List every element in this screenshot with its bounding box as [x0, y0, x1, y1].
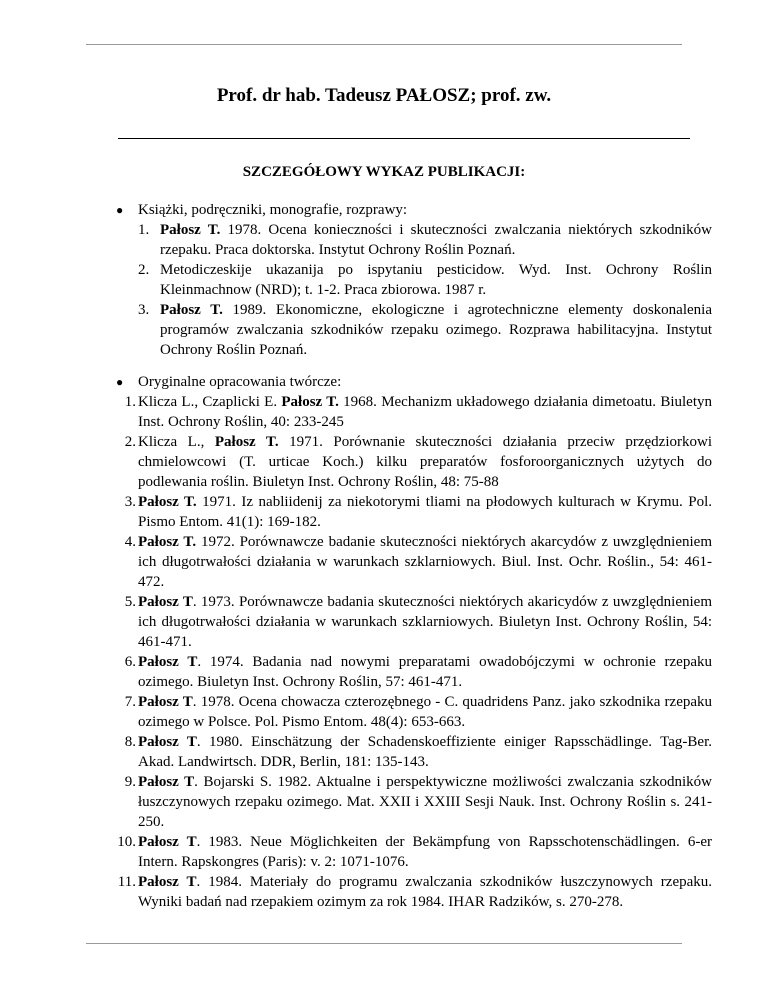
- item-text: 1978. Ocena konieczności i skuteczności zwalczania niektórych szkodników rzepaku. Praca doktorska. Instytut Ochrony Roślin Poznań.: [160, 222, 713, 258]
- item-number: 1.: [124, 394, 136, 410]
- list-item: [114, 692, 712, 732]
- list-item: [114, 772, 712, 832]
- item-author: Pałosz T: [138, 734, 197, 750]
- item-text: . 1974. Badania nad nowymi preparatami owadobójczymi w ochronie rzepaku ozimego. Biuletyn Inst. Ochrony Roślin, 57: 461-471.: [138, 654, 712, 690]
- list-item: [114, 732, 712, 772]
- item-text: 1972. Porównawcze badanie skuteczności niektórych akarcydów z uwzględnieniem ich długotrwałości działania w warunkach szklarniowych. Biul. Inst. Ochr. Roślin., 54: 461-472.: [138, 534, 712, 590]
- item-number: 10.: [117, 834, 136, 850]
- bullet-icon: ●: [116, 375, 124, 389]
- books-heading: Książki, podręczniki, monografie, rozprawy:: [138, 202, 408, 218]
- item-text: 1971. Iz nabliidenij za niekotorymi tliami na płodowych kulturach w Krymu. Pol. Pismo Entom. 41(1): 169-182.: [138, 494, 712, 530]
- item-text: 1971. Porównanie skuteczności działania przeciw przędziorkowi chmielowcowi (T. urticae Koch.) kilku preparatów fosforoorganicznych użytych do podlewania roślin. Biuletyn Inst. Ochrony Roślin, 48: 75-88: [138, 434, 712, 490]
- item-number: 8.: [124, 734, 136, 750]
- bottom-divider: [86, 943, 682, 944]
- page-title: Prof. dr hab. Tadeusz PAŁOSZ; prof. zw.: [216, 85, 552, 106]
- item-text: 1989. Ekonomiczne, ekologiczne i agrotechniczne elementy doskonalenia programów zwalczania szkodników rzepaku ozimego. Rozprawa habilitacyjna. Instytut Ochrony Roślin Poznań.: [160, 302, 712, 358]
- item-number: 3.: [124, 494, 136, 510]
- original-section: [114, 372, 712, 912]
- item-number: 9.: [124, 774, 136, 790]
- item-author: Pałosz T.: [281, 394, 339, 410]
- item-author: Pałosz T.: [160, 222, 221, 238]
- list-item: [114, 872, 712, 912]
- item-text: Metodiczeskije ukazanija po ispytaniu pesticidow. Wyd. Inst. Ochrony Roślin Kleinmachnow (NRD); t. 1-2. Praca zbiorowa. 1987 r.: [160, 262, 712, 298]
- item-text: . 1984. Materiały do programu zwalczania szkodników łuszczynowych rzepaku. Wyniki badań nad rzepakiem ozimym za rok 1984. IHAR Radzików, s. 270-278.: [138, 874, 713, 910]
- list-item: [114, 592, 712, 652]
- item-number: 6.: [124, 654, 136, 670]
- item-author: Pałosz T.: [160, 302, 223, 318]
- list-item: [114, 260, 712, 300]
- item-author: Pałosz T.: [138, 534, 197, 550]
- item-text: 1968. Mechanizm układowego działania dimetoatu. Biuletyn Inst. Ochrony Roślin, 40: 233-245: [138, 394, 713, 430]
- item-text: . 1978. Ocena chowacza czterozębnego - C. quadridens Panz. jako szkodnika rzepaku ozimego w Polsce. Pol. Pismo Entom. 48(4): 653-663.: [138, 694, 713, 730]
- item-text: . 1980. Einschätzung der Schadenskoeffiziente einiger Rapsschädlinge. Tag-Ber. Akad. Landwirtsch. DDR, Berlin, 181: 135-143.: [138, 734, 712, 770]
- item-number: 2.: [138, 262, 150, 278]
- list-item: [114, 432, 712, 492]
- books-list: [114, 220, 712, 360]
- top-divider: [86, 44, 682, 45]
- item-text: . 1983. Neue Möglichkeiten der Bekämpfung von Rapsschotenschädlingen. 6-er Intern. Rapskongres (Paris): v. 2: 1071-1076.: [138, 834, 712, 870]
- item-number: 11.: [117, 874, 136, 890]
- bullet-icon: ●: [116, 203, 124, 217]
- item-number: 5.: [124, 594, 136, 610]
- item-number: 4.: [124, 534, 136, 550]
- books-section: [114, 200, 712, 360]
- original-heading: Oryginalne opracowania twórcze:: [138, 374, 342, 390]
- books-heading-line: [114, 200, 712, 220]
- item-author: Pałosz T: [138, 774, 195, 790]
- item-text: . 1973. Porównawcze badania skuteczności niektórych akaricydów z uwzględnieniem ich długotrwałości działania w warunkach szklarniowych. Biuletyn Inst. Ochrony Roślin, 54: 461-471.: [138, 594, 712, 650]
- list-item: [114, 392, 712, 432]
- list-item: [114, 220, 712, 260]
- item-text: . Bojarski S. 1982. Aktualne i perspektywiczne możliwości zwalczania szkodników łuszczynowych rzepaku ozimego. Mat. XXII i XXIII Sesji Nauk. Inst. Ochrony Roślin s. 241-250.: [138, 774, 712, 830]
- item-number: 7.: [124, 694, 136, 710]
- item-author: Pałosz T.: [138, 494, 197, 510]
- item-author: Pałosz T: [138, 654, 198, 670]
- item-author: Pałosz T.: [214, 434, 279, 450]
- item-author: Pałosz T: [138, 594, 193, 610]
- item-number: 2.: [124, 434, 136, 450]
- publication-list: [114, 200, 712, 912]
- item-coauthors: Klicza L.,: [138, 434, 215, 450]
- list-item: [114, 832, 712, 872]
- title-underline: [118, 138, 690, 139]
- item-author: Pałosz T: [138, 874, 197, 890]
- list-item: [114, 300, 712, 360]
- item-author: Pałosz T: [138, 834, 197, 850]
- original-list: [114, 392, 712, 912]
- list-item: [114, 492, 712, 532]
- item-number: 1.: [138, 222, 150, 238]
- item-coauthors: Klicza L., Czaplicki E.: [138, 394, 282, 410]
- list-item: [114, 652, 712, 692]
- section-heading: SZCZEGÓŁOWY WYKAZ PUBLIKACJI:: [242, 164, 526, 180]
- list-item: [114, 532, 712, 592]
- item-number: 3.: [138, 302, 150, 318]
- original-heading-line: [114, 372, 712, 392]
- item-author: Pałosz T: [138, 694, 193, 710]
